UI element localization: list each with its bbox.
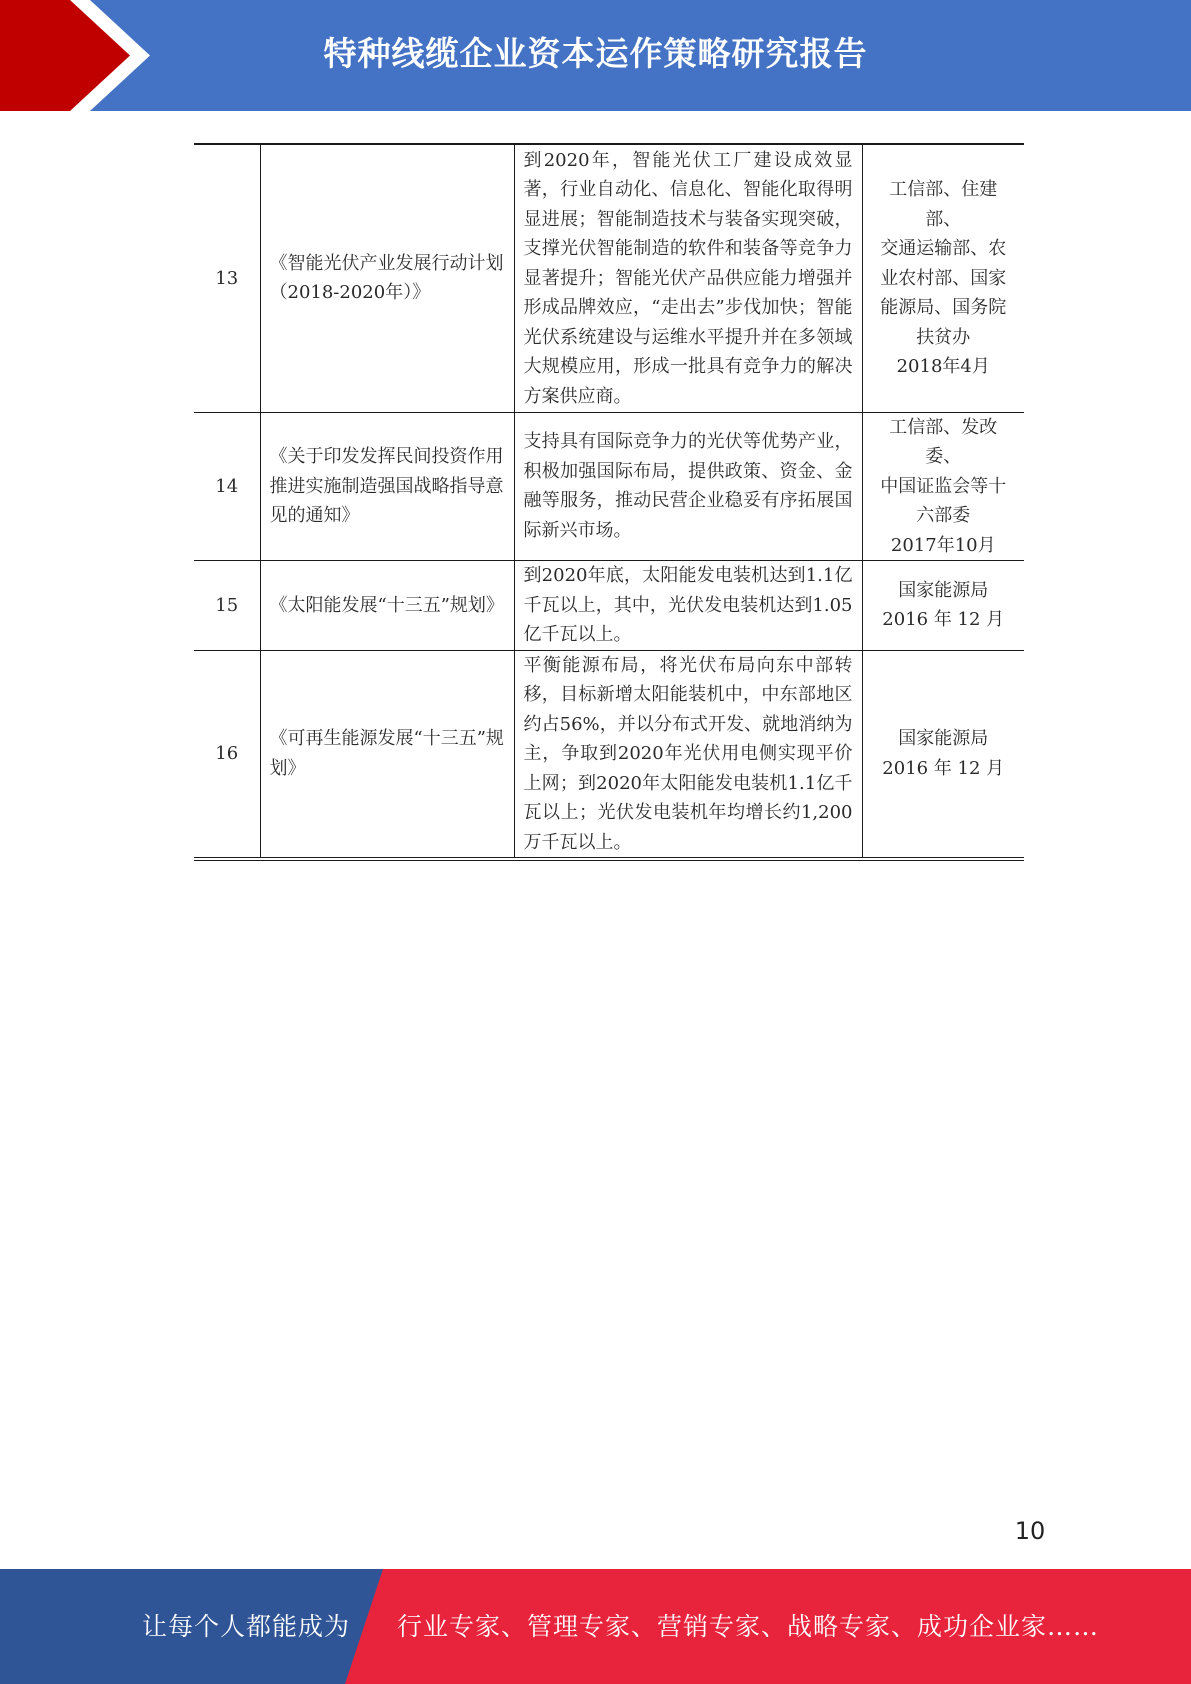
page-header (0, 0, 1191, 111)
policy-table (194, 143, 1024, 861)
issuer-line: 中国证监会等十 (880, 475, 1007, 497)
issuer-line: 六部委 (916, 505, 971, 526)
issuer-date (862, 412, 1024, 561)
policy-name: 《可再生能源发展“十三五”规划》 (260, 650, 514, 859)
policy-content: 到2020年，智能光伏工厂建设成效显著，行业自动化、信息化、智能化取得明显进展；智能制造技术与装备实现突破，支撑光伏智能制造的软件和装备等竞争力显著提升；智能光伏产品供应能力增强并形成品牌效应，“走出去”步伐加快；智能光伏系统建设与运维水平提升并在多领域大规模应用，形成一批具有竞争力的解决方案供应商。 (514, 144, 862, 412)
row-number: 14 (194, 412, 260, 561)
report-title: 特种线缆企业资本运作策略研究报告 (323, 34, 868, 73)
policy-name: 《关于印发发挥民间投资作用推进实施制造强国战略指导意见的通知》 (260, 412, 514, 561)
policy-name: 《智能光伏产业发展行动计划（2018-2020年）》 (260, 144, 514, 412)
footer-slogan-right: 行业专家、管理专家、营销专家、战略专家、成功企业家…… (397, 1612, 1100, 1641)
issue-date: 2016 年 12 月 (882, 757, 1005, 779)
issue-date: 2017年10月 (890, 534, 996, 556)
table-row (194, 561, 1024, 651)
policy-content: 平衡能源布局，将光伏布局向东中部转移，目标新增太阳能装机中，中东部地区约占56%，并以分布式开发、就地消纳为主，争取到2020年光伏用电侧实现平价上网；到2020年太阳能发电装机1.1亿千瓦以上；光伏发电装机年均增长约1,200万千瓦以上。 (514, 650, 862, 859)
issuer-date (862, 561, 1024, 651)
issuer-line: 能源局、国务院 (880, 297, 1007, 318)
issuer-line: 交通运输部、农 (880, 238, 1007, 259)
issuer-line: 国家能源局 (898, 728, 989, 750)
policy-content: 支持具有国际竞争力的光伏等优势产业，积极加强国际布局，提供政策、资金、金融等服务，推动民营企业稳妥有序拓展国际新兴市场。 (514, 412, 862, 561)
page-number: 10 (1014, 1517, 1046, 1545)
table-row (194, 650, 1024, 859)
row-number: 13 (194, 144, 260, 412)
issuer-date (862, 144, 1024, 412)
row-number: 16 (194, 650, 260, 859)
issue-date: 2018年4月 (896, 356, 990, 377)
row-number: 15 (194, 561, 260, 651)
issuer-line: 业农村部、国家 (880, 267, 1007, 289)
issuer-line: 扶贫办 (916, 326, 971, 348)
policy-content: 到2020年底，太阳能发电装机达到1.1亿千瓦以上，其中，光伏发电装机达到1.05亿千瓦以上。 (514, 561, 862, 651)
table-row (194, 412, 1024, 561)
issuer-line: 工信部、住建部、 (889, 179, 998, 230)
table-row (194, 144, 1024, 412)
issuer-line: 国家能源局 (898, 579, 989, 601)
footer-slogan-left: 让每个人都能成为 (142, 1612, 351, 1641)
issue-date: 2016 年 12 月 (882, 609, 1005, 631)
issuer-line: 工信部、发改委、 (889, 416, 998, 467)
issuer-date (862, 650, 1024, 859)
policy-name: 《太阳能发展“十三五”规划》 (260, 561, 514, 651)
page-footer (0, 1569, 1191, 1684)
